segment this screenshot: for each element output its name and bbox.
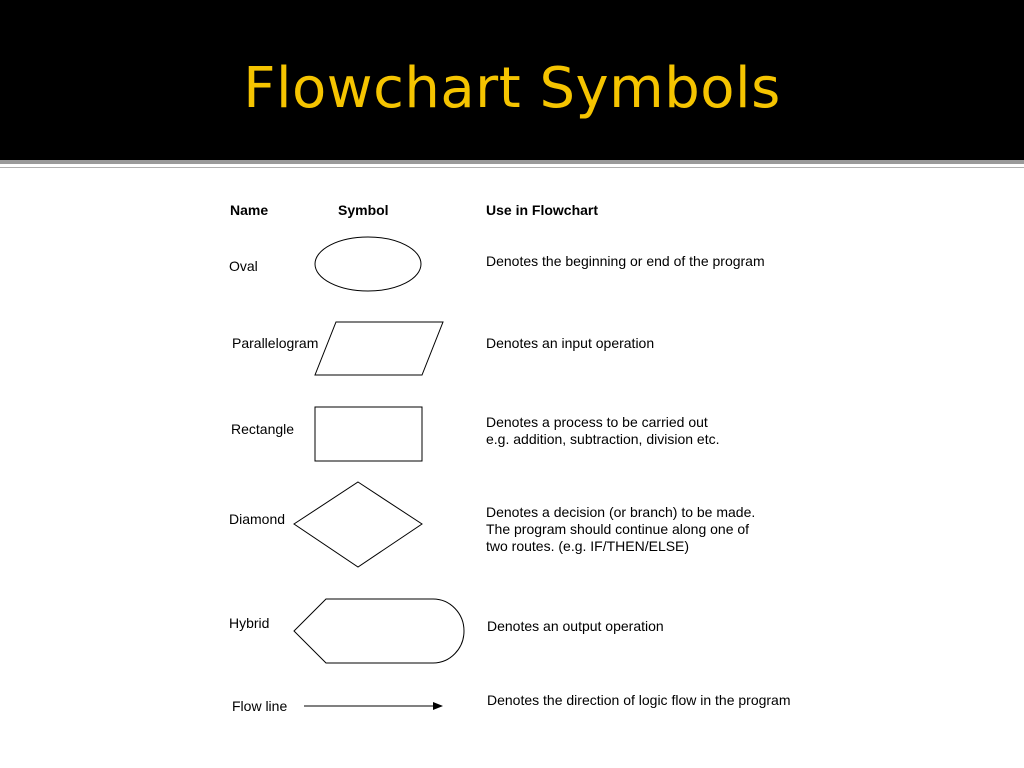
row-hybrid-use: Denotes an output operation [487, 618, 664, 634]
row-rectangle-name: Rectangle [231, 421, 295, 437]
diamond-symbol [294, 482, 422, 567]
header-use: Use in Flowchart [486, 202, 599, 218]
page-title: Flowchart Symbols [243, 56, 781, 121]
row-rectangle-use-line-1: Denotes a process to be carried out [486, 414, 708, 430]
row-oval-use: Denotes the beginning or end of the program [486, 253, 765, 269]
oval-symbol [315, 237, 421, 291]
header-symbol: Symbol [338, 202, 389, 218]
parallelogram-symbol [315, 322, 443, 375]
row-diamond-use-line-1: Denotes a decision (or branch) to be made. [486, 504, 756, 520]
row-parallelogram-use: Denotes an input operation [486, 335, 655, 351]
row-diamond-name: Diamond [229, 511, 286, 527]
row-rectangle-use-line-2: e.g. addition, subtraction, division etc. [486, 431, 720, 447]
row-flowline-use: Denotes the direction of logic flow in the program [487, 692, 791, 708]
rectangle-symbol [315, 407, 422, 461]
hybrid-symbol [294, 599, 464, 663]
row-diamond-use-line-2: The program should continue along one of [486, 521, 750, 537]
row-flowline-name: Flow line [232, 698, 288, 714]
row-hybrid-name: Hybrid [229, 615, 270, 631]
row-oval-name: Oval [229, 258, 258, 274]
row-diamond-use-line-3: two routes. (e.g. IF/THEN/ELSE) [486, 538, 690, 554]
header-name: Name [230, 202, 269, 218]
row-parallelogram-name: Parallelogram [232, 335, 319, 351]
